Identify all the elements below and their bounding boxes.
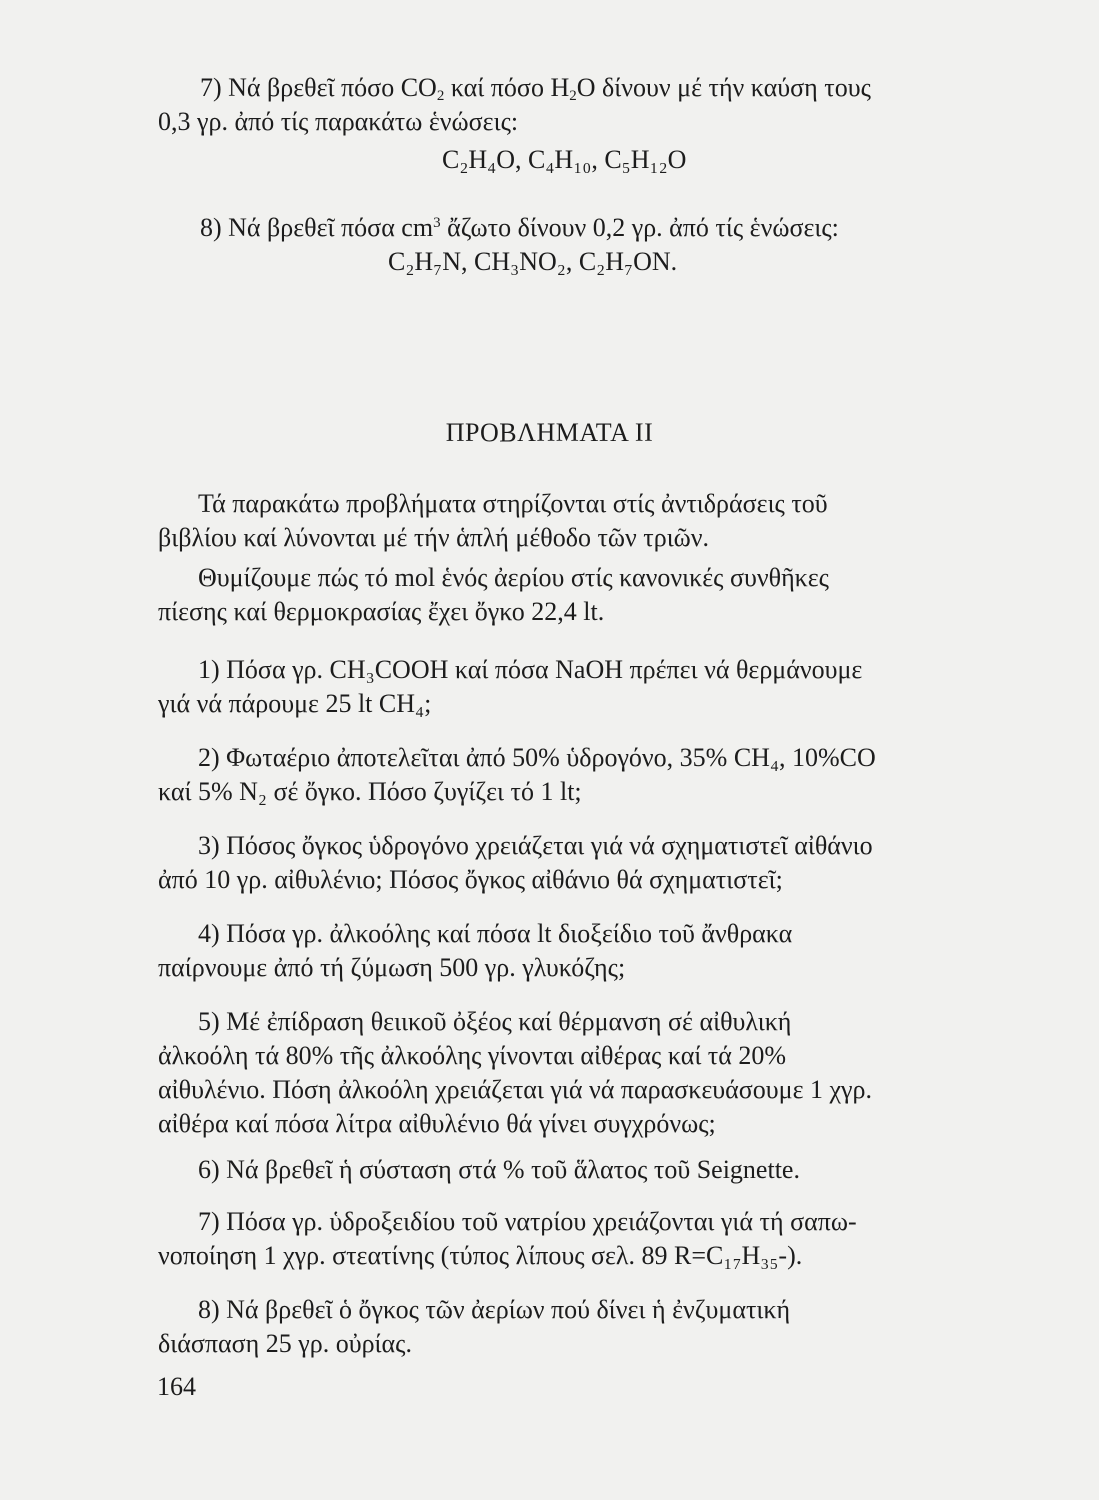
- intro-line2: βιβλίου καί λύνονται μέ τήν ἁπλή μέθοδο τῶν τριῶν.: [158, 523, 710, 552]
- problem-7-line1: 7) Πόσα γρ. ὑδροξειδίου τοῦ νατρίου χρειάζονται γιά τή σαπω-: [198, 1207, 857, 1236]
- problem-1-line2: γιά νά πάρουμε 25 lt CH₄;: [158, 689, 432, 718]
- problem-4-line1: 4) Πόσα γρ. ἀλκοόλης καί πόσα lt διοξείδιο τοῦ ἄνθρακα: [198, 919, 793, 948]
- prev-problem-7-line1: 7) Νά βρεθεῖ πόσο $CO_2$ καί πόσο $H_2O$ δίνουν μέ τήν καύση τους: [200, 73, 871, 104]
- problem-8-line1: 8) Νά βρεθεῖ ὁ ὄγκος τῶν ἀερίων πού δίνει ἡ ἐνζυματική: [198, 1295, 791, 1324]
- problem-4-line2: παίρνουμε ἀπό τή ζύμωση 500 γρ. γλυκόζης;: [158, 953, 626, 982]
- prev-problem-7-formulas: C₂H₄O, C₄H₁₀, C₅H₁₂O: [442, 145, 687, 174]
- intro-line4: πίεσης καί θερμοκρασίας ἔχει ὄγκο 22,4 lt.: [158, 597, 605, 626]
- problem-3-line2: ἀπό 10 γρ. αἰθυλένιο; Πόσος ὄγκος αἰθάνιο θά σχηματιστεῖ;: [158, 865, 783, 894]
- problem-1-line1: 1) Πόσα γρ. CH₃COOH καί πόσα NaOH πρέπει νά θερμάνουμε: [198, 655, 863, 684]
- intro-line3: Θυμίζουμε πώς τό mol ἑνός ἀερίου στίς κανονικές συνθῆκες: [198, 563, 829, 592]
- problem-2-line1: 2) Φωταέριο ἀποτελεῖται ἀπό 50% ὑδρογόνο, 35% CH₄, 10%CO: [198, 743, 876, 772]
- problem-3-line1: 3) Πόσος ὄγκος ὑδρογόνο χρειάζεται γιά νά σχηματιστεῖ αἰθάνιο: [198, 831, 873, 860]
- prev-problem-8-formulas: C₂H₇N, CH₃NO₂, C₂H₇ON.: [388, 247, 678, 276]
- section-heading: ΠΡΟΒΛΗΜΑΤΑ ΙΙ: [445, 418, 654, 447]
- problem-5-line1: 5) Μέ ἐπίδραση θειικοῦ ὀξέος καί θέρμανση σέ αἰθυλική: [198, 1007, 792, 1036]
- prev-problem-8-line1: 8) Νά βρεθεῖ πόσα $cm^3$ ἄζωτο δίνουν 0,2 γρ. ἀπό τίς ἑνώσεις:: [200, 213, 839, 242]
- problem-5-line3: αἰθυλένιο. Πόση ἀλκοόλη χρειάζεται γιά νά παρασκευάσουμε 1 χγρ.: [158, 1075, 873, 1104]
- page-number: 164: [157, 1372, 196, 1401]
- problem-7-line2: νοποίηση 1 χγρ. στεατίνης (τύπος λίπους σελ. 89 R=C₁₇H₃₅-).: [158, 1241, 803, 1270]
- problem-6-line1: 6) Νά βρεθεῖ ἡ σύσταση στά % τοῦ ἅλατος τοῦ Seignette.: [198, 1155, 800, 1184]
- problem-5-line2: ἀλκοόλη τά 80% τῆς ἀλκοόλης γίνονται αἰθέρας καί τά 20%: [158, 1041, 787, 1070]
- intro-line1: Τά παρακάτω προβλήματα στηρίζονται στίς ἀντιδράσεις τοῦ: [198, 489, 828, 518]
- prev-problem-7-line2: 0,3 γρ. ἀπό τίς παρακάτω ἑνώσεις:: [158, 107, 519, 136]
- problem-8-line2: διάσπαση 25 γρ. οὐρίας.: [158, 1329, 412, 1358]
- problem-5-line4: αἰθέρα καί πόσα λίτρα αἰθυλένιο θά γίνει συγχρόνως;: [158, 1109, 716, 1138]
- problem-2-line2: καί 5% N₂ σέ ὄγκο. Πόσο ζυγίζει τό 1 lt;: [158, 777, 582, 806]
